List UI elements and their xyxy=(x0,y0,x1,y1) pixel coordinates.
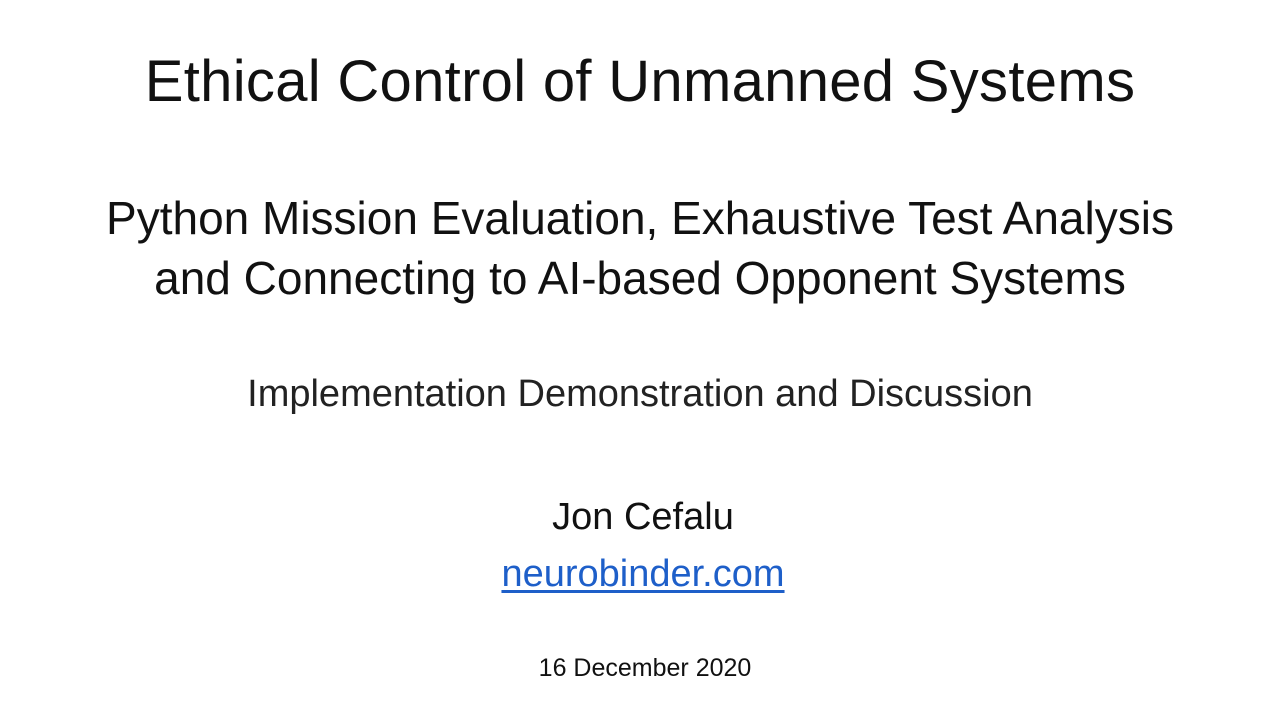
website-line xyxy=(3,551,1280,597)
presentation-date: 16 December 2020 xyxy=(538,654,752,682)
website-link[interactable]: neurobinder.com xyxy=(501,553,785,595)
slide-title: Ethical Control of Unmanned Systems xyxy=(144,49,1136,114)
author-name: Jon Cefalu xyxy=(552,496,734,538)
presentation-tagline: Implementation Demonstration and Discussion xyxy=(247,373,1033,415)
subtitle-line-2: and Connecting to AI-based Opponent Systems xyxy=(154,252,1126,304)
subtitle-line-1: Python Mission Evaluation, Exhaustive Test Analysis xyxy=(106,192,1174,244)
